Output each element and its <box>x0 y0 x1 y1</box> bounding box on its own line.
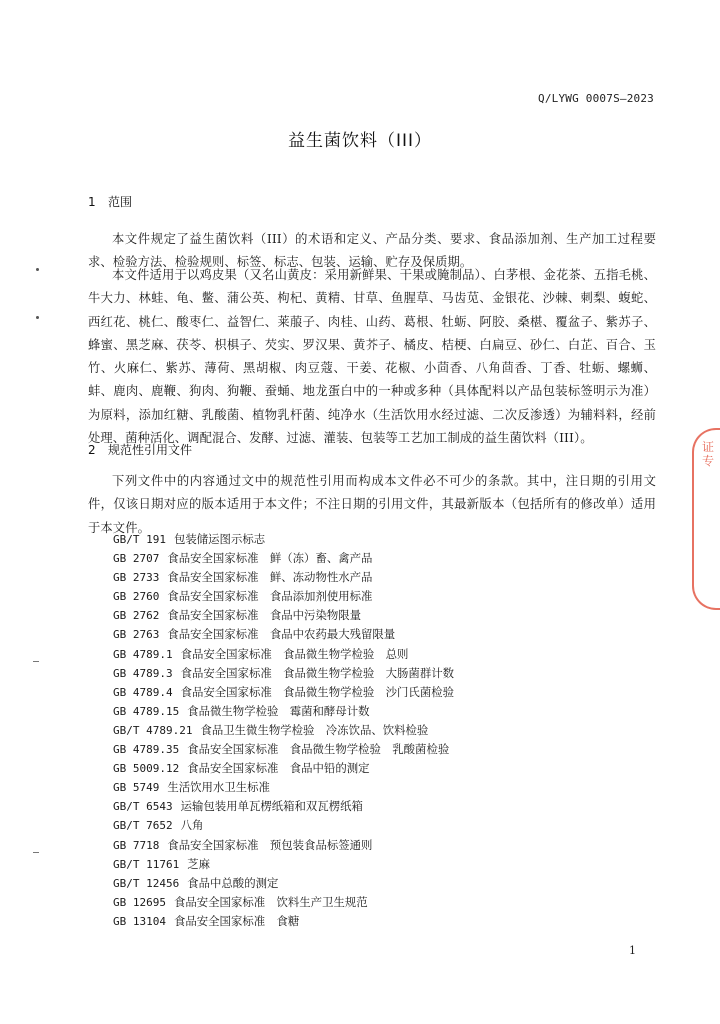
document-title: 益生菌饮料（III） <box>287 131 433 151</box>
scan-speck <box>33 661 39 662</box>
section-2-title: 规范性引用文件 <box>108 443 193 457</box>
reference-item: GB/T 6543 运输包装用单瓦楞纸箱和双瓦楞纸箱 <box>113 799 363 814</box>
section-1-paragraph-2: 本文件适用于以鸡皮果（又名山黄皮：采用新鲜果、干果或腌制品）、白茅根、金花茶、五指毛桃、牛大力、林蛙、龟、鳖、蒲公英、枸杞、黄精、甘草、鱼腥草、马齿苋、金银花、沙棘、刺梨、蝮蛇、西红花、桃仁、酸枣仁、益智仁、莱菔子、肉桂、山药、葛根、牡蛎、阿胶、桑椹、覆盆子、紫苏子、蜂蜜、黑芝麻、茯苓、枳椇子、芡实、罗汉果、黄芥子、橘皮、桔梗、白扁豆、砂仁、白芷、百合、玉竹、火麻仁、紫苏、薄荷、黑胡椒、肉豆蔻、干姜、花椒、小茴香、八角茴香、丁香、牡蛎、螺蛳、蚌、鹿肉、鹿鞭、狗肉、狗鞭、蚕蛹、地龙蛋白中的一种或多种（具体配料以产品包装标签明示为准）为原料，添加红糖、乳酸菌、植物乳杆菌、纯净水（生活饮用水经过滤、二次反渗透）为辅料料，经前处理、菌种活化、调配混合、发酵、过滤、灌装、包装等工艺加工制成的益生菌饮料（III）。 <box>88 268 656 446</box>
page-number: 1 <box>629 944 636 957</box>
reference-item: GB/T 191 包装储运图示标志 <box>113 532 266 546</box>
reference-item: GB/T 11761 芝麻 <box>113 856 211 871</box>
reference-item: GB 13104 食品安全国家标准 食糖 <box>113 913 300 928</box>
reference-item: GB 12695 食品安全国家标准 饮料生产卫生规范 <box>113 894 368 909</box>
scan-speck <box>36 316 39 319</box>
reference-item: GB 2707 食品安全国家标准 鲜（冻）畜、禽产品 <box>113 551 373 566</box>
reference-item: GB/T 7652 八角 <box>113 818 204 833</box>
reference-item: GB 7718 食品安全国家标准 预包装食品标签通则 <box>113 837 373 852</box>
reference-item: GB 2760 食品安全国家标准 食品添加剂使用标准 <box>113 589 373 604</box>
section-1-title: 范围 <box>108 195 133 209</box>
reference-item: GB 2762 食品安全国家标准 食品中污染物限量 <box>113 608 362 623</box>
section-2-intro: 下列文件中的内容通过文中的规范性引用而构成本文件必不可少的条款。其中，注日期的引用文件，仅该日期对应的版本适用于本文件；不注日期的引用文件，其最新版本（包括所有的修改单）适用于本文件。 <box>88 474 656 535</box>
reference-item: GB 5749 生活饮用水卫生标准 <box>113 780 270 795</box>
section-1-paragraph-1: 本文件规定了益生菌饮料（III）的术语和定义、产品分类、要求、食品添加剂、生产加工过程要求、检验方法、检验规则、标签、标志、包装、运输、贮存及保质期。 <box>88 232 656 270</box>
section-1-number: 1 <box>88 195 96 209</box>
section-2-number: 2 <box>88 443 96 457</box>
document-number: Q/LYWG 0007S—2023 <box>538 92 654 105</box>
reference-item: GB 2733 食品安全国家标准 鲜、冻动物性水产品 <box>113 570 373 585</box>
seal-stamp-text: 证专 <box>702 440 715 468</box>
reference-item: GB/T 4789.21 食品卫生微生物学检验 冷冻饮品、饮料检验 <box>113 722 429 737</box>
reference-item: GB 4789.15 食品微生物学检验 霉菌和酵母计数 <box>113 703 370 718</box>
reference-item: GB 5009.12 食品安全国家标准 食品中铅的测定 <box>113 761 370 776</box>
section-1-heading <box>88 193 132 210</box>
scan-speck <box>33 852 39 853</box>
section-2-heading <box>88 441 192 458</box>
reference-item: GB 2763 食品安全国家标准 食品中农药最大残留限量 <box>113 627 396 642</box>
reference-item: GB 4789.35 食品安全国家标准 食品微生物学检验 乳酸菌检验 <box>113 742 450 757</box>
reference-item: GB 4789.3 食品安全国家标准 食品微生物学检验 大肠菌群计数 <box>113 665 454 680</box>
reference-list <box>113 530 454 931</box>
reference-item: GB/T 12456 食品中总酸的测定 <box>113 875 279 890</box>
scan-speck <box>36 268 39 271</box>
reference-item: GB 4789.4 食品安全国家标准 食品微生物学检验 沙门氏菌检验 <box>113 684 454 699</box>
reference-item: GB 4789.1 食品安全国家标准 食品微生物学检验 总则 <box>113 646 409 661</box>
